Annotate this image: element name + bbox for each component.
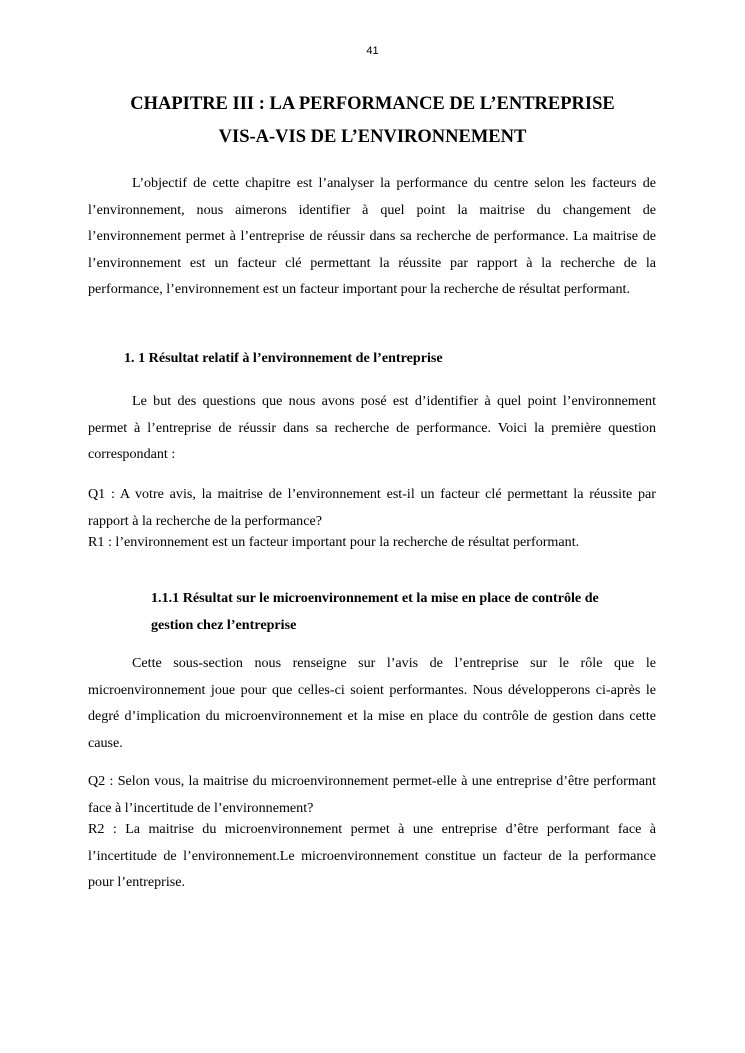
section-1-1-paragraph: Le but des questions que nous avons posé est d’identifier à quel point l’environnement permet à l’entreprise de réussir dans sa recherche de performance. Voici la première question correspondant :	[88, 393, 656, 462]
question-answer-block-1	[88, 481, 656, 556]
chapter-title	[60, 88, 685, 154]
section-1-1-1-heading	[151, 585, 656, 638]
intro-paragraph: L’objectif de cette chapitre est l’analyser la performance du centre selon les facteurs de l’environnement, nous aimerons identifier à quel point la maitrise du changement de l’environnement permet à l’entreprise de réussir dans sa recherche de performance. La maitrise de l’environnement est un facteur clé permettant la réussite par rapport à la recherche de la performance, l’environnement est un facteur important pour la recherche de résultat performant.	[88, 175, 656, 297]
chapter-title-line-2: VIS-A-VIS DE L’ENVIRONNEMENT	[218, 127, 527, 147]
section-1-1-heading: 1. 1 Résultat relatif à l’environnement de l’entreprise	[124, 350, 443, 366]
question-q1: Q1 : A votre avis, la maitrise de l’environnement est-il un facteur clé permettant la réussite par rapport à la recherche de la performance?	[88, 486, 656, 529]
question-answer-block-2	[88, 768, 656, 896]
answer-r2: R2 : La maitrise du microenvironnement permet à une entreprise d’être performant face à l’incertitude de l’environnement.Le microenvironnement constitue un facteur de la performance pour l’entreprise.	[88, 821, 656, 890]
answer-r1: R1 : l’environnement est un facteur important pour la recherche de résultat performant.	[88, 534, 580, 550]
section-1-1-1-heading-line-1: 1.1.1 Résultat sur le microenvironnement et la mise en place de contrôle de	[151, 590, 599, 606]
section-1-1-1-paragraph: Cette sous-section nous renseigne sur l’avis de l’entreprise sur le rôle que le microenvironnement joue pour que celles-ci soient performantes. Nous développerons ci-après le degré d’implication du microenvironnement et la mise en place du contrôle de gestion dans cette cause.	[88, 655, 656, 751]
question-q2: Q2 : Selon vous, la maitrise du microenvironnement permet-elle à une entreprise d’être performant face à l’incertitude de l’environnement?	[88, 773, 656, 816]
section-1-1-1-heading-line-2: gestion chez l’entreprise	[151, 616, 297, 633]
page-number: 41	[366, 45, 379, 57]
chapter-title-line-1: CHAPITRE III : LA PERFORMANCE DE L’ENTREPRISE	[130, 94, 615, 114]
